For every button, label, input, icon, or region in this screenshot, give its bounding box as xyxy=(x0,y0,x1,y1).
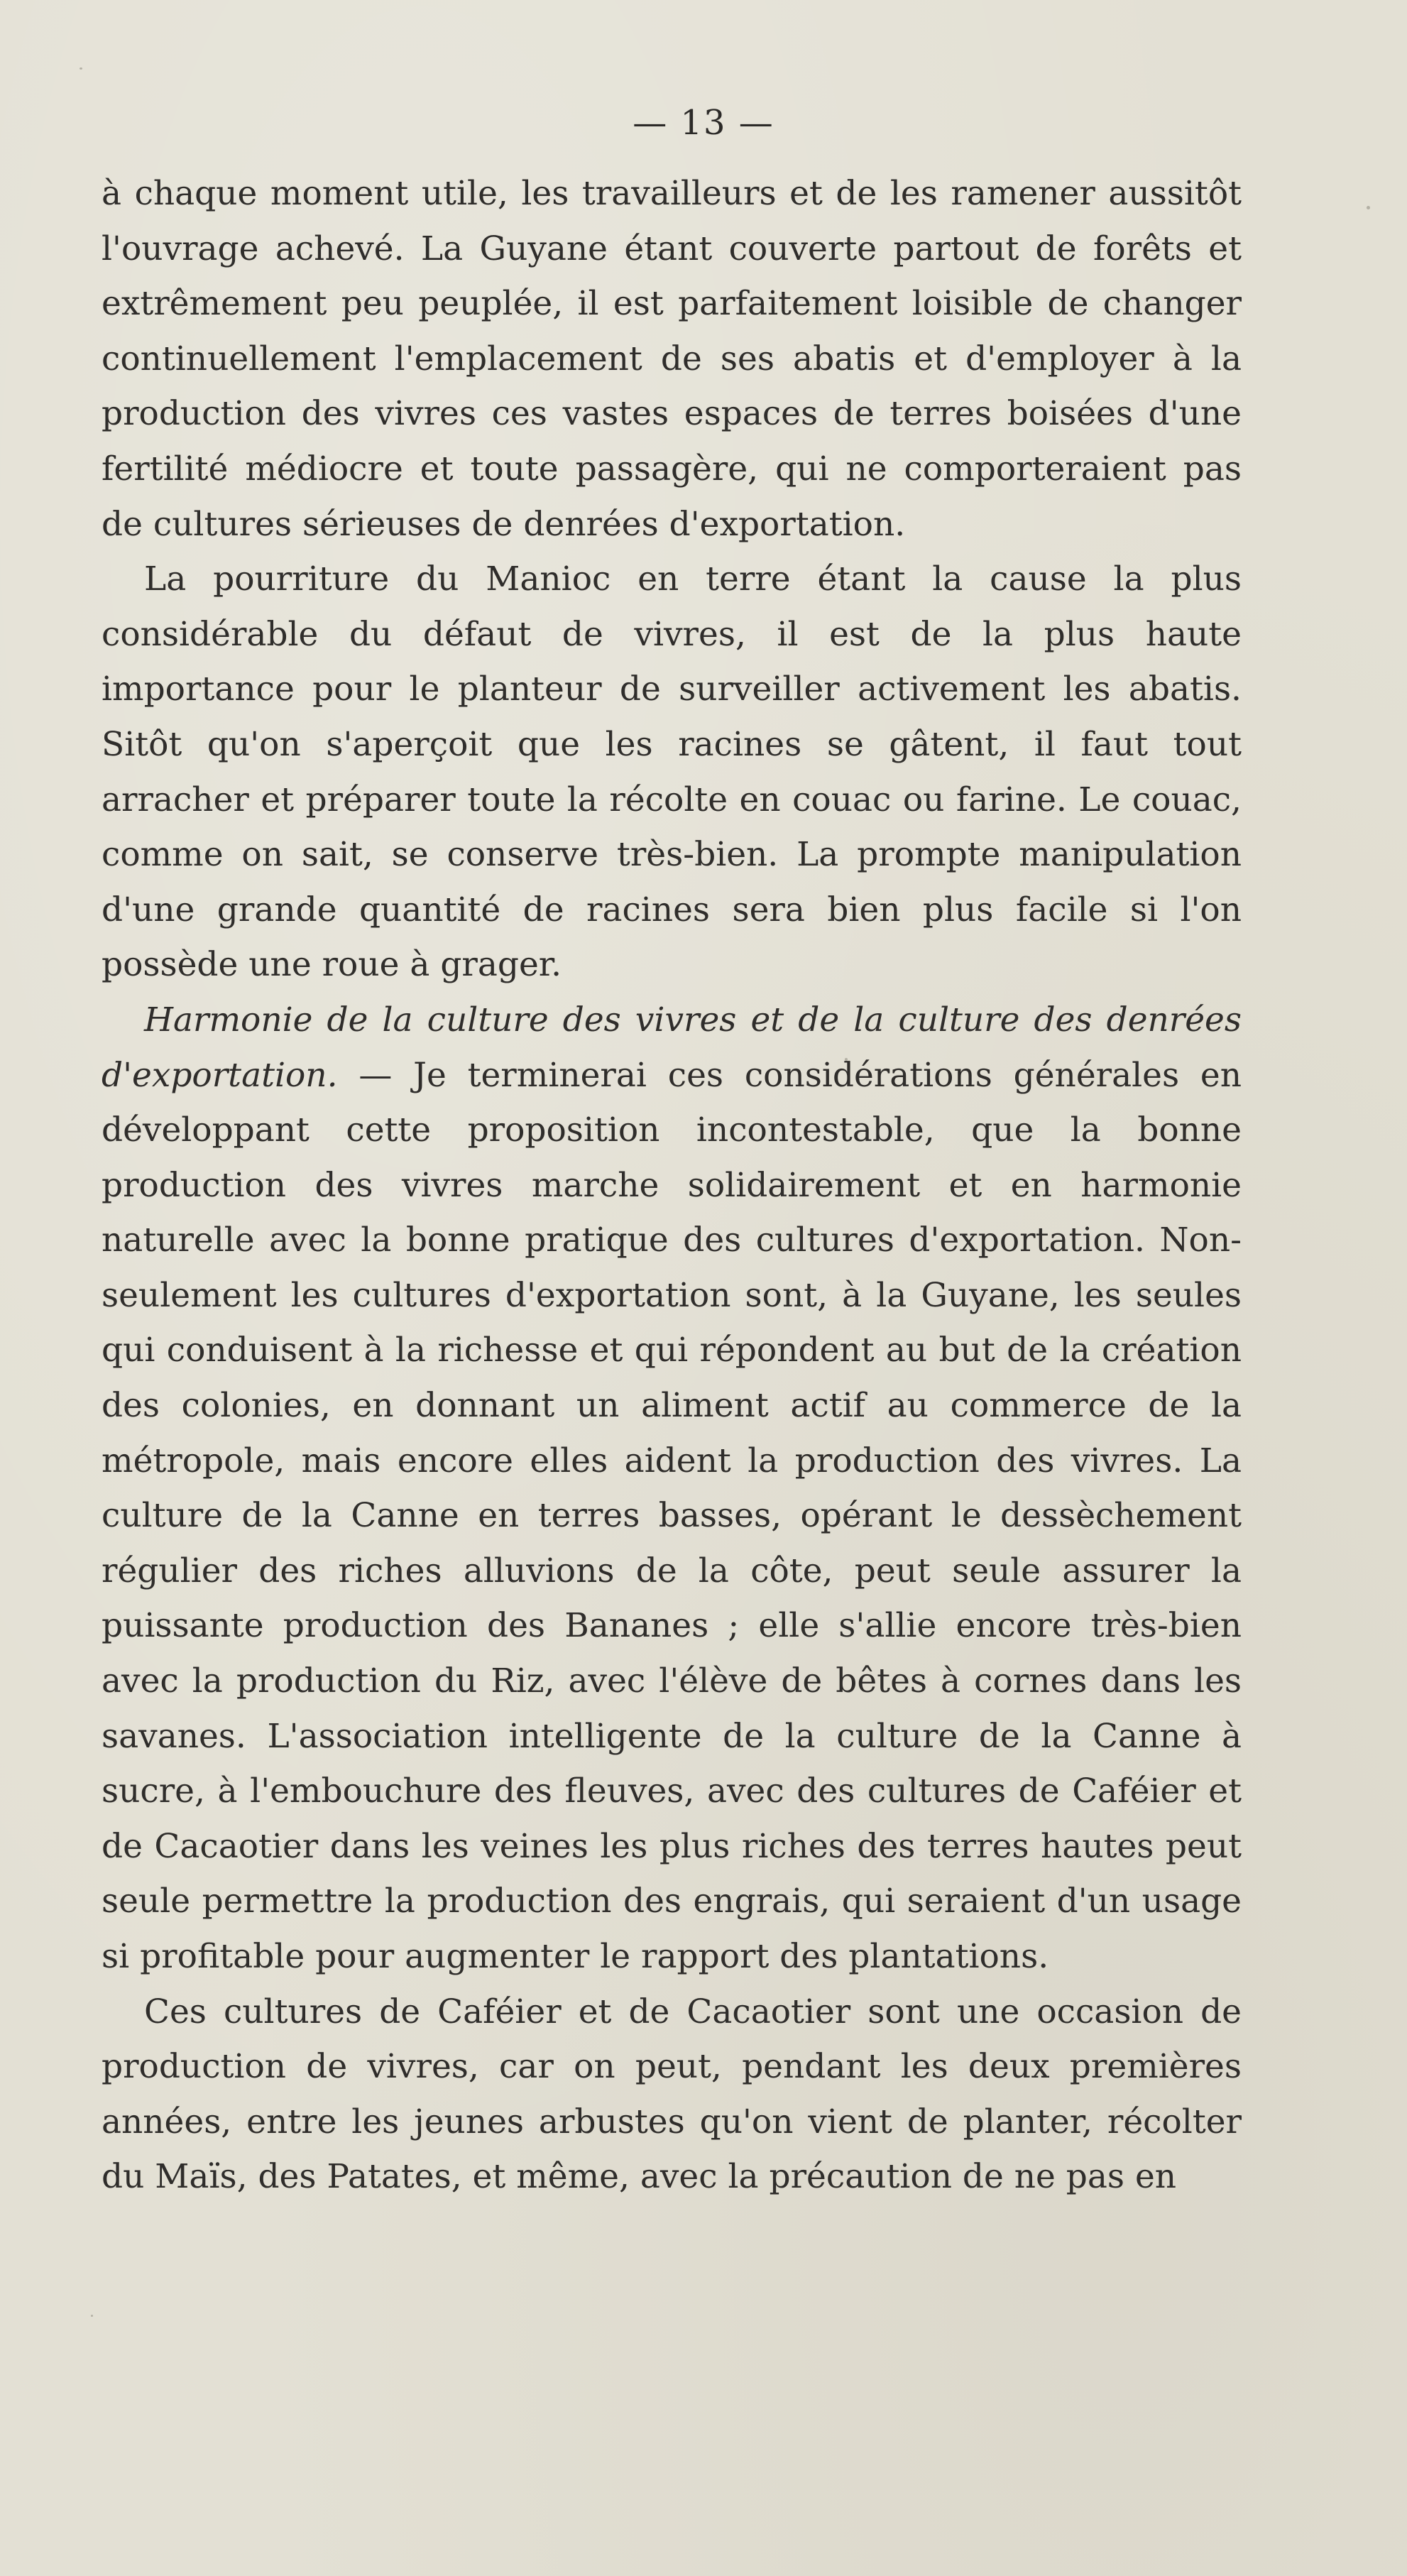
paper-speck xyxy=(80,67,82,70)
paragraph-3 xyxy=(102,993,1242,1985)
paper-speck xyxy=(845,1058,848,1061)
paragraph-4: Ces cultures de Caféier et de Cacaotier sont une occasion de production de vivres, car on peut, pendant les deux premières années, entre les jeunes arbustes qu'on vient de planter, récolter du Maïs, des Patates, et même, avec la précaution de ne pas en xyxy=(102,1992,1242,2197)
body-text xyxy=(102,166,1242,2205)
paragraph-3-text: — Je terminerai ces considérations générales en développant cette proposition incontestable, que la bonne production des vivres marche solidairement et en harmonie naturelle avec la bonne pratique des cultures d'exportation. Non-seulement les cultures d'exportation sont, à la Guyane, les seules qui conduisent à la richesse et qui répondent au but de la création des colonies, en donnant un aliment actif au commerce de la métropole, mais encore elles aident la production des vivres. La culture de la Canne en terres basses, opérant le dessèchement régulier des riches alluvions de la côte, peut seule assurer la puissante production des Bananes ; elle s'allie encore très-bien avec la production du Riz, avec l'élève de bêtes à cornes dans les savanes. L'association intelligente de la culture de la Canne à sucre, à l'embouchure des fleuves, avec des cultures de Caféier et de Cacaotier dans les veines les plus riches des terres hautes peut seule permettre la production des engrais, qui seraient d'un usage si profitable pour augmenter le rapport des plantations. xyxy=(102,1055,1242,1976)
section-heading: Harmonie de la culture des vivres et de la culture des denrées d'exportation. xyxy=(102,1000,1242,1095)
paragraph-1: à chaque moment utile, les travailleurs et de les ramener aussitôt l'ouvrage achevé. La Guyane étant couverte partout de forêts et extrêmement peu peuplée, il est parfaitement loisible de changer continuellement l'emplacement de ses abatis et d'employer à la production des vivres ces vastes espaces de terres boisées d'une fertilité médiocre et toute passagère, qui ne comporteraient pas de cultures sérieuses de denrées d'exportation. xyxy=(102,174,1242,544)
paper-speck xyxy=(1367,206,1370,209)
paragraph-2: La pourriture du Manioc en terre étant la cause la plus considérable du défaut de vivres, il est de la plus haute importance pour le planteur de surveiller activement les abatis. Sitôt qu'on s'aperçoit que les racines se gâtent, il faut tout arracher et préparer toute la récolte en couac ou farine. Le couac, comme on sait, se conserve très-bien. La prompte manipulation d'une grande quantité de racines sera bien plus facile si l'on possède une roue à grager. xyxy=(102,560,1242,985)
page-number: — 13 — xyxy=(633,103,774,143)
paper-speck xyxy=(91,2315,93,2317)
